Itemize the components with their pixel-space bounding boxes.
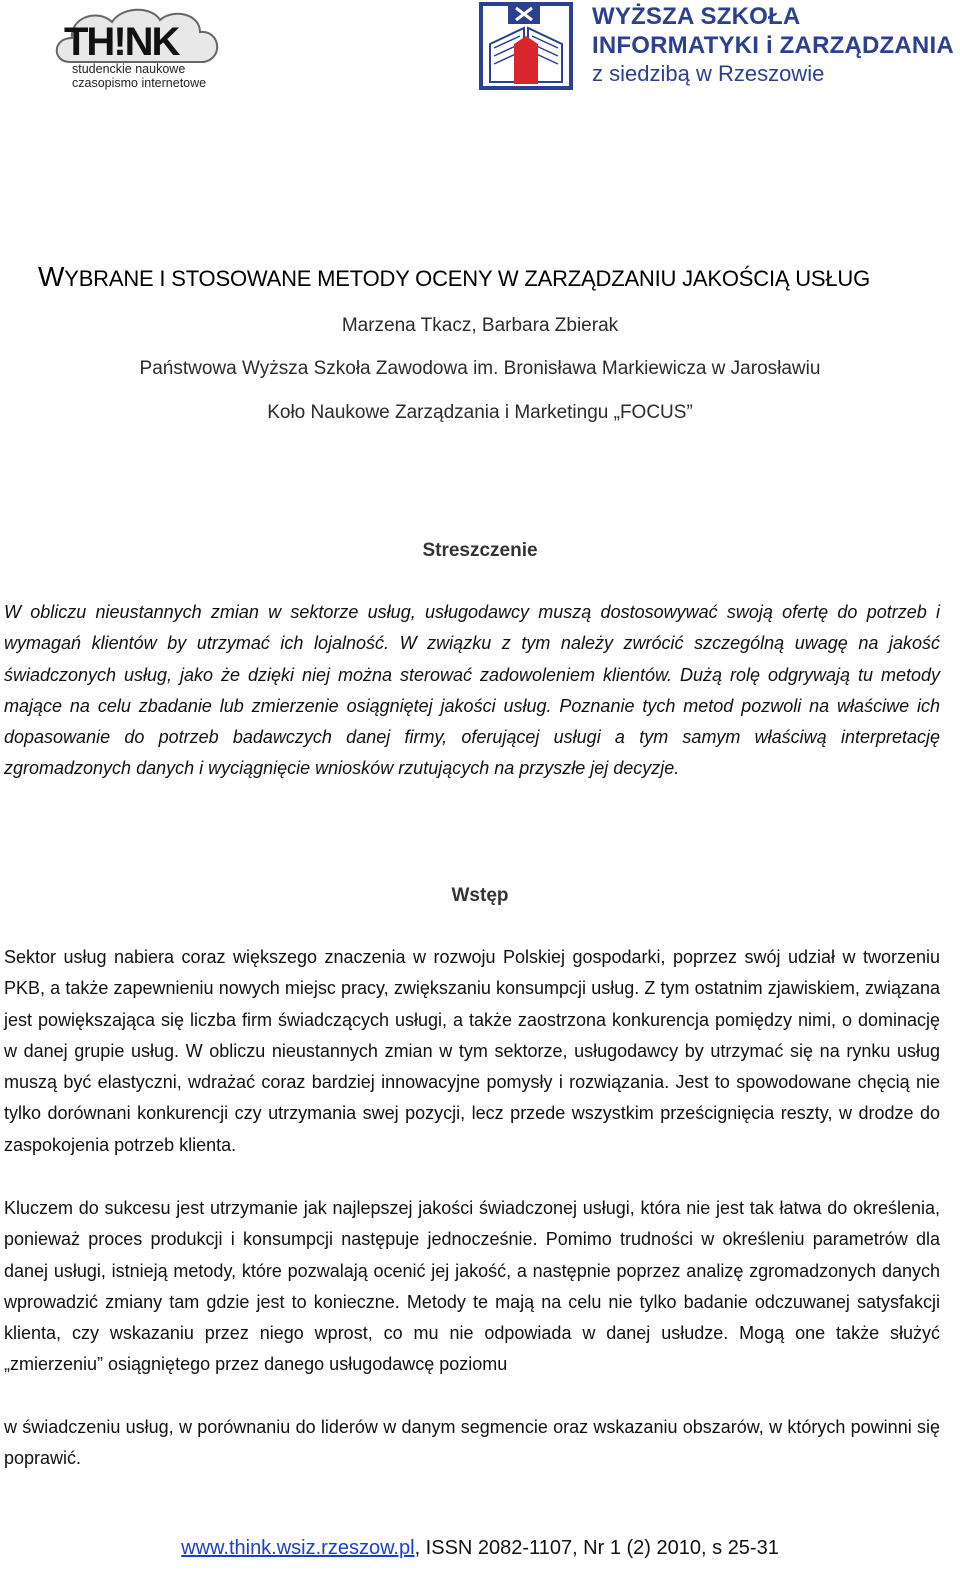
- authors: Marzena Tkacz, Barbara Zbierak: [341, 315, 619, 336]
- think-subtitle-2: czasopismo internetowe: [72, 76, 207, 90]
- wsiz-line-1: WYŻSZA SZKOŁA: [592, 3, 801, 30]
- footer: [0, 1534, 960, 1562]
- intro-paragraph-1: Sektor usług nabiera coraz większego znaczenia w rozwoju Polskiej gospodarki, poprzez swój udział w tworzeniu PKB, a także zapewnieniu nowych miejsc pracy, zwiększaniu konsumpcji usług. Z tym ostatnim zjawiskiem, związana jest powiększająca się liczba firm świadczących usługi, a także zaostrzona konkurencja pomiędzy nimi, o dominację w danej grupie usług. W obliczu nieustannych zmian w tym sektorze, usługodawcy by utrzymać się na rynku usług muszą być elastyczni, wdrażać coraz bardziej innowacyjne pomysły i rozwiązania. Jest to spowodowane chęcią nie tylko dorównani konkurencji czy utrzymania swej pozycji, lecz przede wszystkim prześcignięcia reszty, w drodze do zaspokojenia potrzeb klienta.: [4, 947, 940, 1155]
- abstract-text: W obliczu nieustannych zmian w sektorze usług, usługodawcy muszą dostosowywać swoją ofertę do potrzeb i wymagań klientów by utrzymać ich lojalność. W związku z tym należy zwrócić szczególną uwagę na jakość świadczonych usług, jako że dzięki niej można sterować zadowoleniem klientów. Dużą rolę odgrywają tu metody mające na celu zbadanie lub zmierzenie osiągniętej jakości usług. Poznanie tych metod pozwoli na właściwe ich dopasowanie do potrzeb badawczych danej firmy, oferującej usługi a tym samym właściwą interpretację zgromadzonych danych i wyciągnięcie wniosków rzutujących na przyszłe jej decyzje.: [4, 602, 940, 779]
- intro-heading: Wstęp: [451, 885, 509, 906]
- intro-paragraph-3: w świadczeniu usług, w porównaniu do liderów w danym segmencie oraz wskazaniu obszarów, w których powinni się poprawić.: [4, 1417, 940, 1469]
- wsiz-crest-icon: [478, 2, 588, 97]
- footer-link[interactable]: www.think.wsiz.rzeszow.pl: [181, 1537, 415, 1559]
- think-brand: TH!NK: [64, 20, 179, 64]
- title-first-letter: W: [38, 261, 65, 292]
- wsiz-line-3: z siedzibą w Rzeszowie: [592, 61, 825, 86]
- affiliation: Państwowa Wyższa Szkoła Zawodowa im. Bronisława Markiewicza w Jarosławiu: [139, 358, 821, 379]
- wsiz-line-2: INFORMATYKI i ZARZĄDZANIA: [592, 32, 954, 59]
- think-subtitle-1: studenckie naukowe: [72, 62, 186, 76]
- think-logo: [42, 2, 242, 97]
- footer-citation: , ISSN 2082-1107, Nr 1 (2) 2010, s 25-31: [414, 1537, 779, 1559]
- research-circle: Koło Naukowe Zarządzania i Marketingu „FOCUS”: [267, 402, 693, 423]
- title-rest: YBRANE I STOSOWANE METODY OCENY W ZARZĄDZANIU JAKOŚCIĄ USŁUG: [64, 266, 871, 291]
- intro-paragraph-2: Kluczem do sukcesu jest utrzymanie jak najlepszej jakości świadczonej usługi, która nie jest tak łatwa do określenia, ponieważ proces produkcji i konsumpcji następuje jednocześnie. Pomimo trudności w określeniu parametrów dla danej usługi, istnieją metody, które pozwalają ocenić jej jakość, a następnie poprzez analizę zgromadzonych danych wprowadzić zmiany tam gdzie jest to konieczne. Metody te mają na celu nie tylko badanie odczuwanej satysfakcji klienta, czy wskazaniu przez niego wprost, co mu nie odpowiada w danej usłudze. Mogą one także służyć „zmierzeniu” osiągniętego przez danego usługodawcę poziomu: [4, 1198, 940, 1375]
- abstract-heading: Streszczenie: [422, 540, 538, 561]
- article-title: [38, 263, 938, 293]
- wsiz-name: [592, 2, 960, 87]
